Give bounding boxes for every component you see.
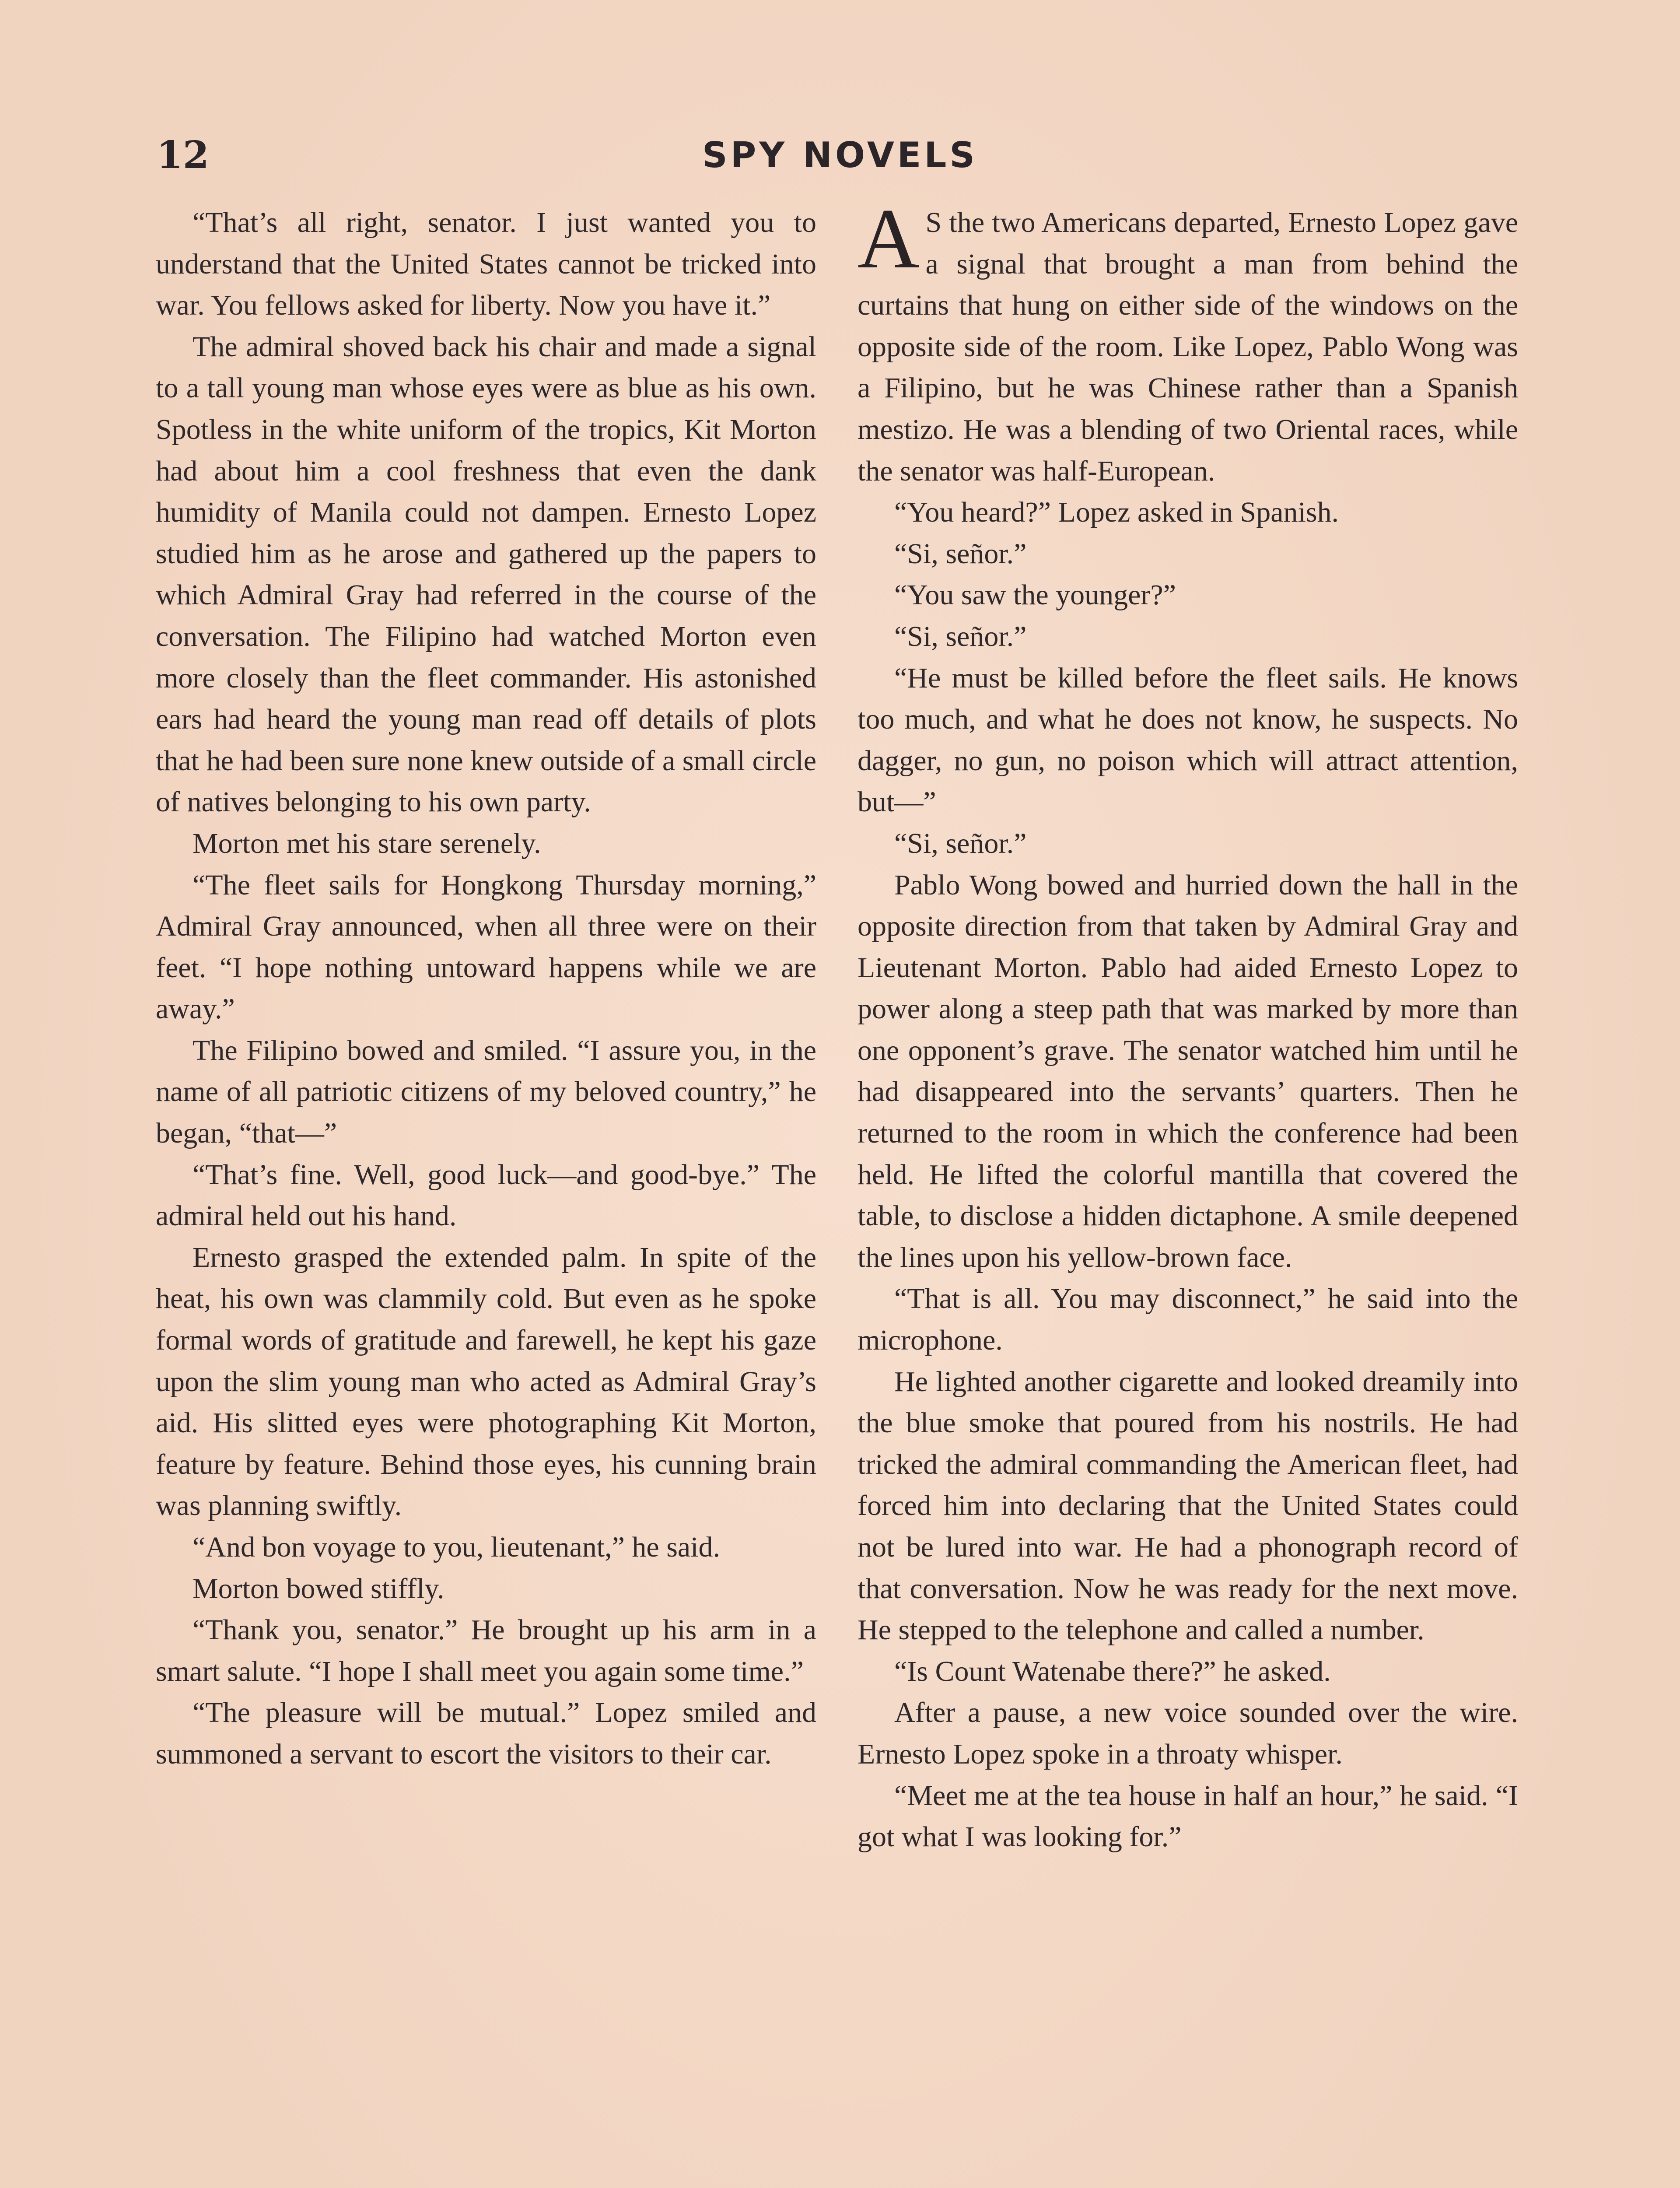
left-column <box>156 202 816 1775</box>
page-header <box>157 127 1523 184</box>
paragraph: “The fleet sails for Hongkong Thursday morning,” Admiral Gray announced, when all three were on their feet. “I hope nothing untoward happens while we are away.” <box>156 869 816 1025</box>
opening-paragraph-text: S the two Americans departed, Ernesto Lopez gave a signal that brought a man from behind the curtains that hung on either side of the windows on the opposite side of the room. Like Lopez, Pablo Wong was a Filipino, but he was Chinese rather than a Spanish mestizo. He was a blending of two Oriental races, while the senator was half-European. <box>858 207 1518 487</box>
paragraph: Ernesto grasped the extended palm. In spite of the heat, his own was clammily cold. But even as he spoke formal words of gratitude and farewell, he kept his gaze upon the slim young man who acted as Admiral Gray’s aid. His slitted eyes were photographing Kit Morton, feature by feature. Behind those eyes, his cunning brain was planning swiftly. <box>156 1241 816 1522</box>
paragraph: “You heard?” Lopez asked in Spanish. <box>894 496 1339 529</box>
paragraph: “Si, señor.” <box>894 827 1027 859</box>
paragraph: “And bon voyage to you, lieutenant,” he said. <box>192 1531 721 1563</box>
paragraph: “Si, señor.” <box>894 620 1027 652</box>
paragraph: Morton bowed stiffly. <box>192 1572 444 1605</box>
running-head: SPY NOVELS <box>702 135 978 175</box>
paragraph: He lighted another cigarette and looked dreamily into the blue smoke that poured from his nostrils. He had tricked the admiral commanding the American fleet, had forced him into declaring that the United States could not be lured into war. He had a phonograph record of that conversation. Now he was ready for the next move. He stepped to the telephone and called a number. <box>858 1365 1518 1646</box>
paragraph: “The pleasure will be mutual.” Lopez smiled and summoned a servant to escort the visitors to their car. <box>156 1697 816 1770</box>
opening-paragraph <box>858 191 1518 492</box>
paragraph: “That’s fine. Well, good luck—and good-bye.” The admiral held out his hand. <box>156 1158 816 1232</box>
drop-cap: A <box>858 191 920 286</box>
right-column <box>858 191 1518 1858</box>
paragraph: “Thank you, senator.” He brought up his arm in a smart salute. “I hope I shall meet you again some time.” <box>156 1614 816 1687</box>
paragraph: “You saw the younger?” <box>894 579 1176 611</box>
paragraph: After a pause, a new voice sounded over the wire. Ernesto Lopez spoke in a throaty whisper. <box>858 1697 1518 1770</box>
paragraph: Pablo Wong bowed and hurried down the hall in the opposite direction from that taken by Admiral Gray and Lieutenant Morton. Pablo had aided Ernesto Lopez to power along a steep path that was marked by more than one opponent’s grave. The senator watched him until he had disappeared into the servants’ quarters. Then he returned to the room in which the conference had been held. He lifted the colorful mantilla that covered the table, to disclose a hidden dictaphone. A smile deepened the lines upon his yellow-brown face. <box>858 869 1518 1273</box>
paragraph: The admiral shoved back his chair and made a signal to a tall young man whose eyes were as blue as his own. Spotless in the white uniform of the tropics, Kit Morton had about him a cool freshness that even the dank humidity of Manila could not dampen. Ernesto Lopez studied him as he arose and gathered up the papers to which Admiral Gray had referred in the course of the conversation. The Filipino had watched Morton even more closely than the fleet commander. His astonished ears had heard the young man read off details of plots that he had been sure none knew outside of a small circle of natives belonging to his own party. <box>156 330 816 818</box>
paragraph: “Meet me at the tea house in half an hour,” he said. “I got what I was looking for.” <box>858 1779 1518 1853</box>
page-number: 12 <box>157 133 209 177</box>
paragraph: Morton met his stare serenely. <box>192 827 541 859</box>
paragraph: “He must be killed before the fleet sails. He knows too much, and what he does not know, he suspects. No dagger, no gun, no poison which will attract attention, but—” <box>858 662 1518 818</box>
paragraph: “Is Count Watenabe there?” he asked. <box>894 1655 1331 1687</box>
paragraph: “That is all. You may disconnect,” he said into the microphone. <box>858 1283 1518 1357</box>
paragraph: “Si, señor.” <box>894 537 1027 570</box>
paragraph: The Filipino bowed and smiled. “I assure you, in the name of all patriotic citizens of my beloved country,” he began, “that—” <box>156 1034 816 1150</box>
paragraph: “That’s all right, senator. I just wanted you to understand that the United States cannot be tricked into war. You fellows asked for liberty. Now you have it.” <box>156 207 816 322</box>
